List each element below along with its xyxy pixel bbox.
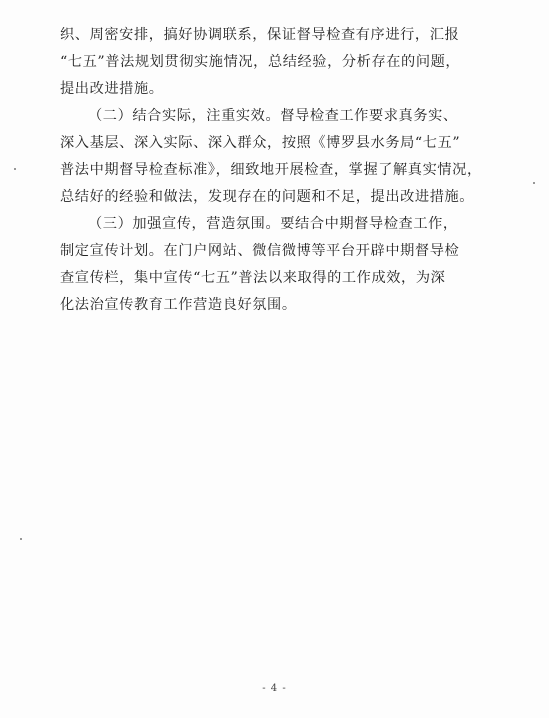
- document-body: [60, 22, 500, 319]
- text-line: （三）加强宣传，营造氛围。要结合中期督导检查工作，: [88, 216, 458, 232]
- text-line: 普法中期督导检查标准》，细致地开展检查，掌握了解真实情况，: [60, 162, 482, 178]
- text-line: 提出改进措施。: [60, 81, 164, 97]
- text-line: 织、周密安排，搞好协调联系，保证督导检查有序进行，汇报: [60, 27, 460, 43]
- text-line: “七五”普法规划贯彻实施情况，总结经验，分析存在的问题，: [60, 54, 461, 70]
- text-line: 深入基层、深入实际、深入群众，按照《博罗县水务局“七五”: [60, 135, 461, 151]
- text-line: 化法治宣传教育工作营造良好氛围。: [60, 297, 297, 313]
- text-line: （二）结合实际，注重实效。督导检查工作要求真务实、: [88, 108, 458, 124]
- text-line: 查宣传栏，集中宣传“七五”普法以来取得的工作成效，为深: [60, 270, 446, 286]
- page-number: - 4 -: [262, 683, 287, 694]
- text-line: 制定宣传计划。在门户网站、微信微博等平台开辟中期督导检: [60, 243, 460, 259]
- scan-speck: [20, 538, 22, 540]
- scan-speck: [533, 182, 535, 184]
- text-line: 总结好的经验和做法，发现存在的问题和不足，提出改进措施。: [60, 189, 475, 205]
- scan-speck: [14, 168, 16, 170]
